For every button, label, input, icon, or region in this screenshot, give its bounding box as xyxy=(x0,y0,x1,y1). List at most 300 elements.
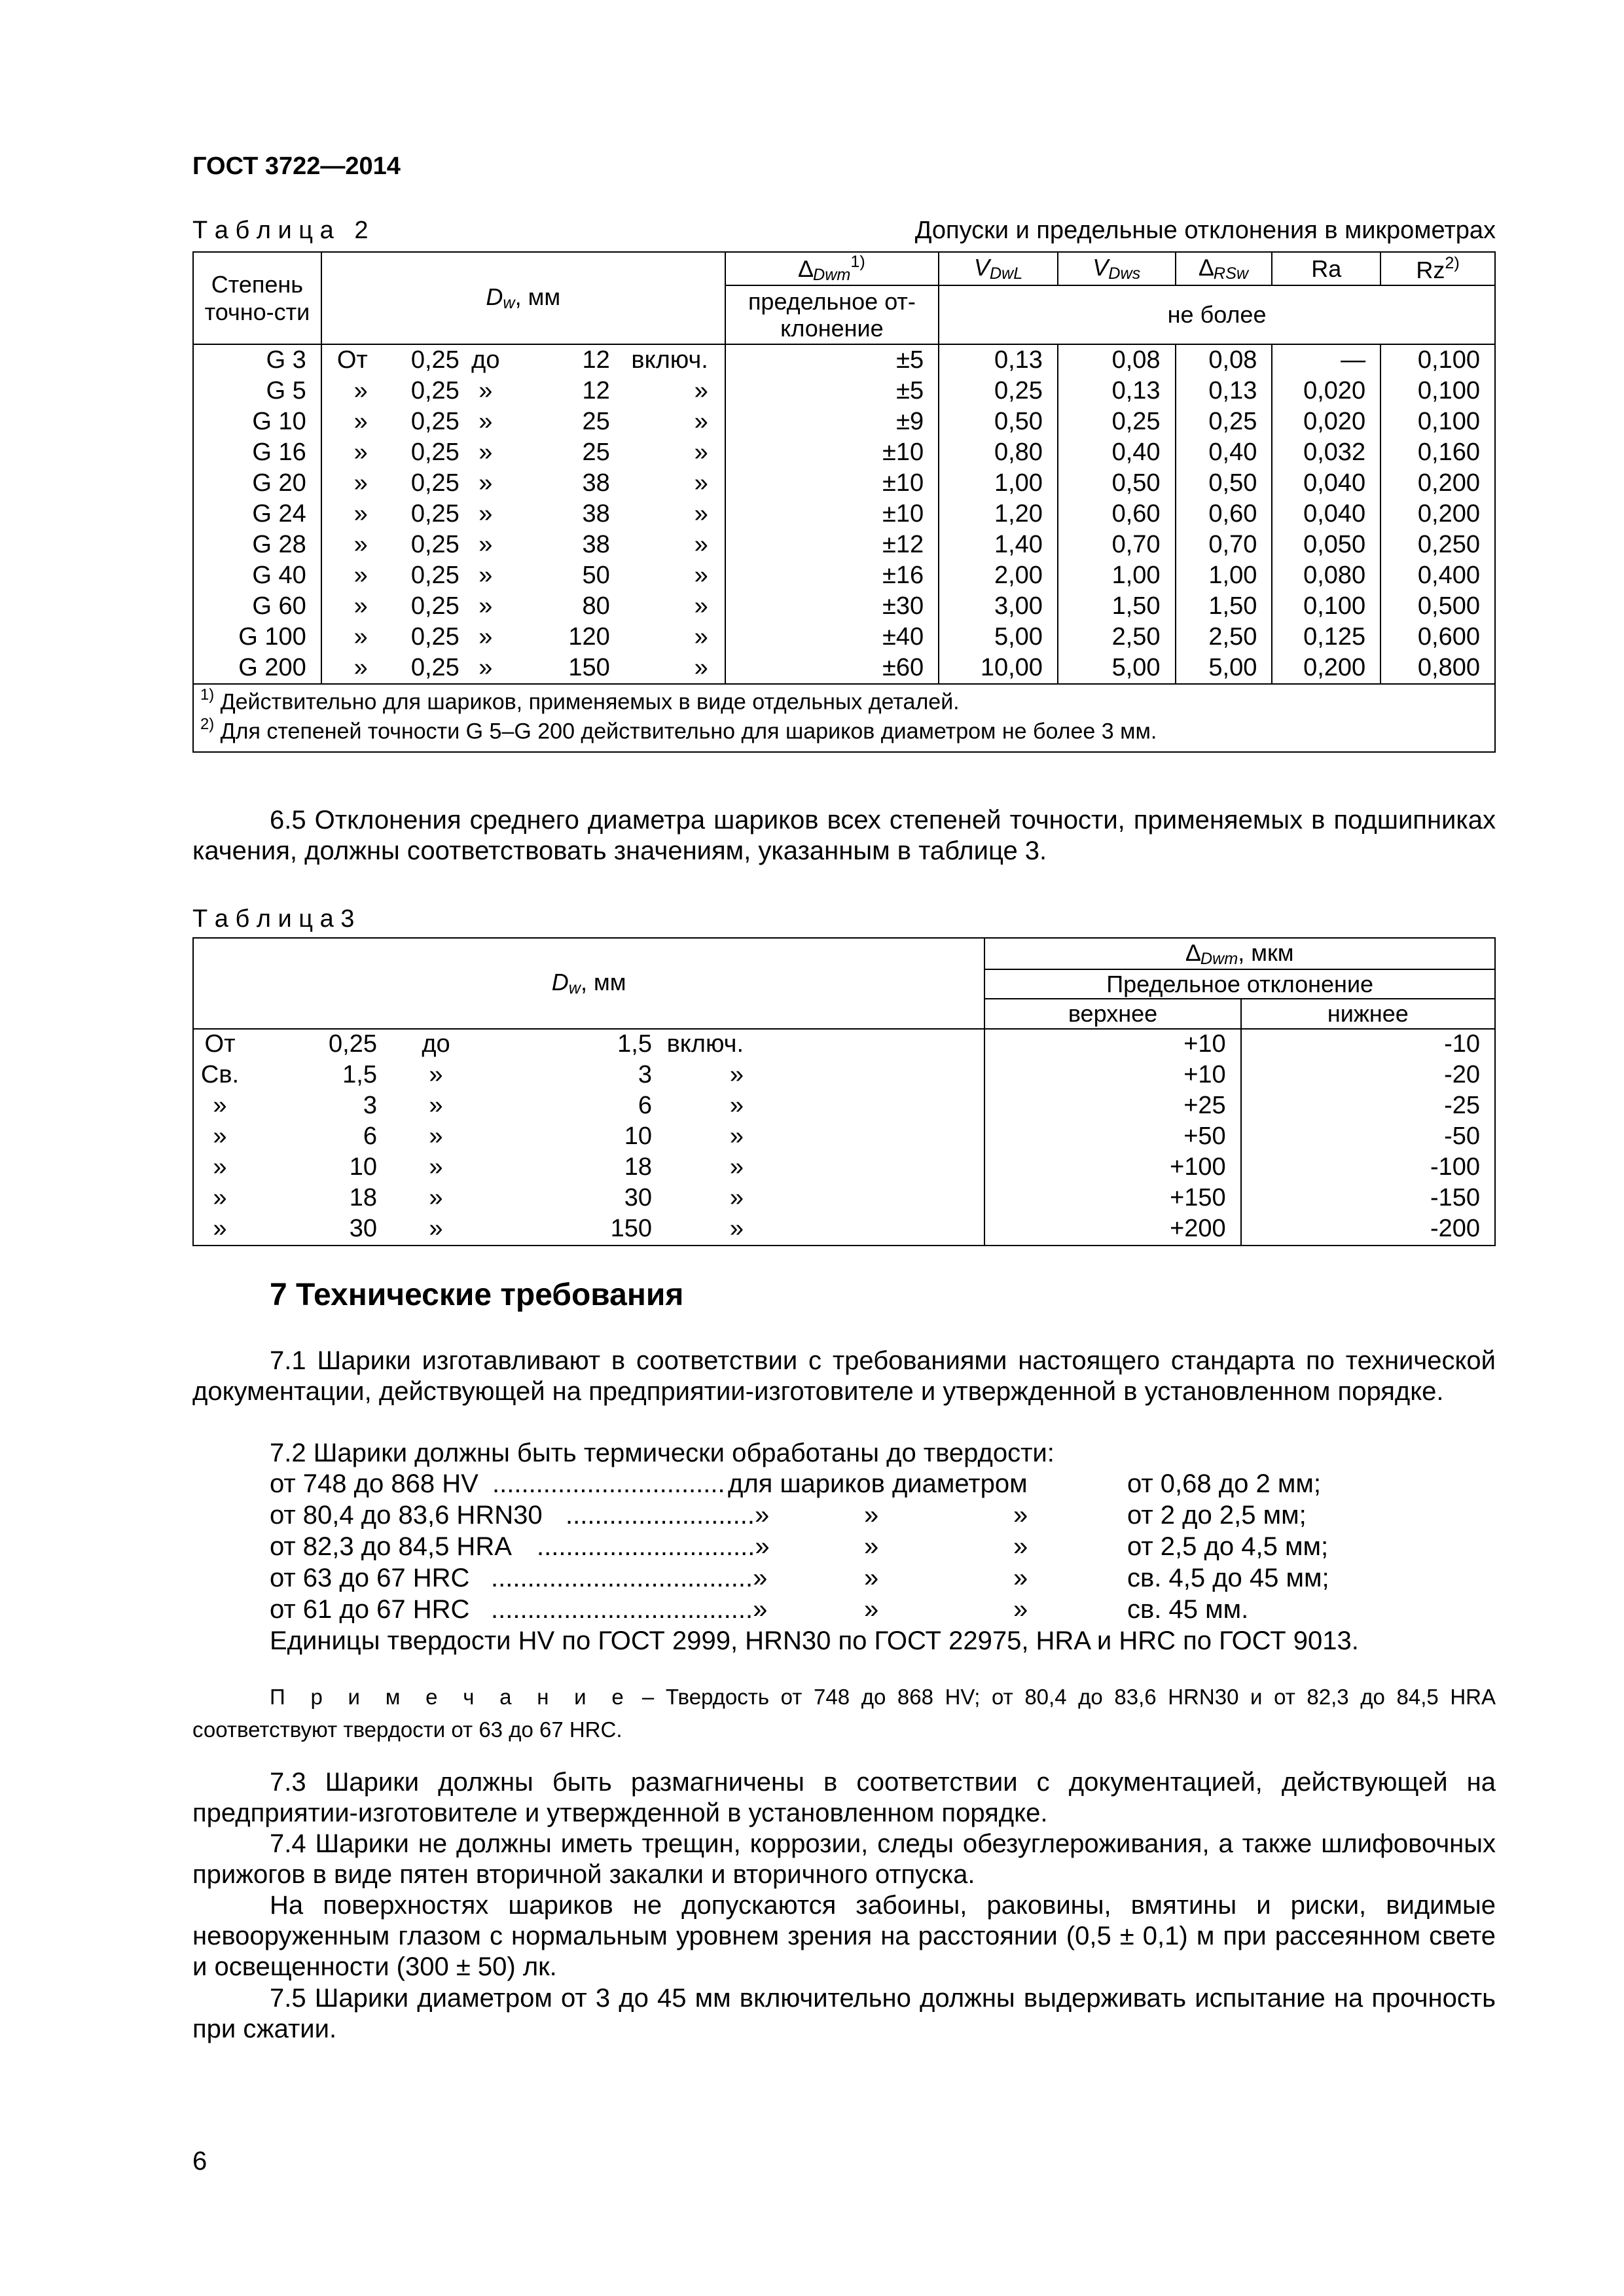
lower-cell: -50 xyxy=(1241,1122,1495,1153)
range-a: » xyxy=(213,1153,227,1181)
vdwl-cell: 0,25 xyxy=(939,376,1058,406)
range-from: От xyxy=(336,346,368,374)
paragraph-7-2: 7.2 Шарики должны быть термически обработаны до твердости: xyxy=(270,1439,1055,1467)
ra-cell: 0,032 xyxy=(1272,437,1380,468)
dw-range-cell xyxy=(193,1183,984,1214)
hardness-for: для шариков диаметром xyxy=(728,1469,1028,1498)
range-a: Св. xyxy=(200,1061,240,1089)
paragraph-7-5: 7.5 Шарики диаметром от 3 до 45 мм включительно должны выдерживать испытание на прочность при сжатии. xyxy=(192,1984,1496,2043)
range-d: 18 xyxy=(624,1153,652,1181)
ra-cell: 0,020 xyxy=(1272,406,1380,437)
dev-sub: Dwm xyxy=(1200,950,1238,969)
upper-cell: +100 xyxy=(984,1153,1240,1183)
footnote-mark: 1) xyxy=(200,686,215,704)
range-d2: 25 xyxy=(582,407,610,435)
rz-cell: 0,200 xyxy=(1380,499,1495,529)
rz-cell: 0,100 xyxy=(1380,376,1495,406)
range-d2: 25 xyxy=(582,438,610,466)
range-incl: » xyxy=(694,530,708,558)
note-label: П р и м е ч а н и е xyxy=(270,1685,631,1709)
hardness-diameter: от 2,5 до 4,5 мм; xyxy=(1127,1532,1329,1561)
vdws-cell: 1,00 xyxy=(1058,560,1176,591)
range-from: » xyxy=(353,622,368,651)
table-row xyxy=(193,560,1495,591)
range-b: 1,5 xyxy=(342,1061,377,1089)
paragraph-7-4: 7.4 Шарики не должны иметь трещин, коррозии, следы обезуглероживания, а также шлифовочных прижогов в виде пятен вторичной закалки и вторичного отпуска. xyxy=(192,1829,1496,1889)
dev-cell: ±16 xyxy=(725,560,939,591)
dw-range-cell xyxy=(193,1122,984,1153)
header-dev-text: предельное от-клонение xyxy=(725,285,939,344)
footnote-text: Для степеней точности G 5–G 200 действительно для шариков диаметром не более 3 мм. xyxy=(220,719,1157,744)
upper-cell: +10 xyxy=(984,1060,1240,1091)
ra-cell: 0,040 xyxy=(1272,499,1380,529)
range-d1: 0,25 xyxy=(410,653,460,681)
range-d: 30 xyxy=(624,1184,652,1212)
range-e: » xyxy=(729,1153,744,1181)
vdwl-cell: 1,40 xyxy=(939,529,1058,560)
dw-sub: w xyxy=(503,294,515,313)
dev-cell: ±5 xyxy=(725,376,939,406)
paragraph-7-4b: На поверхностях шариков не допускаются забоины, раковины, вмятины и риски, видимые невооруженным глазом с нормальным уровнем зрения на расстоянии (0,5 ± 0,1) м при рассеянном свете и освещенности (300 ± 50) лк. xyxy=(192,1891,1496,1981)
range-d1: 0,25 xyxy=(410,499,460,528)
table-row xyxy=(193,1091,1495,1122)
range-d2: 12 xyxy=(582,346,610,374)
range-from: » xyxy=(353,438,368,466)
table-row xyxy=(193,1060,1495,1091)
dev-sub: Dwm xyxy=(813,266,851,285)
drsw-cell: 0,60 xyxy=(1176,499,1272,529)
table-row xyxy=(193,591,1495,622)
dw-range-cell xyxy=(321,529,725,560)
range-incl: » xyxy=(694,653,708,681)
range-d2: 120 xyxy=(568,622,610,651)
vdws-cell: 0,70 xyxy=(1058,529,1176,560)
degree-cell: G 20 xyxy=(193,468,321,499)
header-vdwl xyxy=(939,252,1058,285)
range-incl: » xyxy=(694,592,708,620)
range-d: 6 xyxy=(638,1092,652,1120)
range-b: 18 xyxy=(349,1184,377,1212)
range-d2: 12 xyxy=(582,376,610,404)
header-dw: $D_w$, мм xyxy=(193,938,984,1029)
section-heading: 7 Технические требования xyxy=(270,1278,684,1312)
rz-cell: 0,500 xyxy=(1380,591,1495,622)
range-e: включ. xyxy=(666,1030,744,1058)
ra-cell: 0,100 xyxy=(1272,591,1380,622)
ra-cell: 0,040 xyxy=(1272,468,1380,499)
table-row xyxy=(193,406,1495,437)
table-row xyxy=(193,468,1495,499)
range-a: От xyxy=(204,1030,236,1058)
degree-cell: G 5 xyxy=(193,376,321,406)
table-row xyxy=(193,1183,1495,1214)
drsw-cell: 0,08 xyxy=(1176,344,1272,376)
range-to: » xyxy=(478,653,493,681)
table-row xyxy=(193,376,1495,406)
hardness-ditto-2: » xyxy=(1013,1564,1028,1592)
drsw-symbol: ∆ xyxy=(1199,254,1214,281)
dev-unit: мкм xyxy=(1251,939,1294,966)
dev-cell: ±10 xyxy=(725,499,939,529)
page-number: 6 xyxy=(192,2147,208,2176)
range-d2: 38 xyxy=(582,469,610,497)
hardness-dots: ..........................» xyxy=(566,1501,770,1530)
hardness-range: от 63 до 67 HRC xyxy=(270,1564,470,1592)
range-d1: 0,25 xyxy=(410,407,460,435)
drsw-cell: 0,50 xyxy=(1176,468,1272,499)
range-from: » xyxy=(353,653,368,681)
range-incl: » xyxy=(694,622,708,651)
table2-footnotes xyxy=(193,684,1495,752)
vdws-cell: 0,25 xyxy=(1058,406,1176,437)
upper-cell: +200 xyxy=(984,1214,1240,1246)
hardness-dots: ................................ xyxy=(492,1469,725,1498)
hardness-dots: ....................................» xyxy=(491,1564,768,1592)
range-to: » xyxy=(478,469,493,497)
dw-symbol: D xyxy=(486,283,503,311)
drsw-cell: 2,50 xyxy=(1176,622,1272,653)
drsw-cell: 0,40 xyxy=(1176,437,1272,468)
vdws-cell: 0,50 xyxy=(1058,468,1176,499)
upper-cell: +10 xyxy=(984,1029,1240,1060)
rz-cell: 0,250 xyxy=(1380,529,1495,560)
ra-cell: 0,125 xyxy=(1272,622,1380,653)
header-dev: $\Delta_{Dwm}$, мкм xyxy=(984,938,1495,969)
vdws-cell: 0,13 xyxy=(1058,376,1176,406)
table-row xyxy=(193,344,1495,376)
range-d1: 0,25 xyxy=(410,592,460,620)
range-d1: 0,25 xyxy=(410,530,460,558)
rz-cell: 0,800 xyxy=(1380,653,1495,684)
hardness-range: от 80,4 до 83,6 HRN30 xyxy=(270,1501,543,1530)
range-e: » xyxy=(729,1215,744,1243)
range-to: » xyxy=(478,499,493,528)
dw-range-cell xyxy=(193,1060,984,1091)
range-to: » xyxy=(478,561,493,589)
range-a: » xyxy=(213,1122,227,1151)
range-d: 3 xyxy=(638,1061,652,1089)
range-c: » xyxy=(429,1092,443,1120)
header-ra: Ra xyxy=(1272,252,1380,285)
header-vdws xyxy=(1058,252,1176,285)
vdws-sub: Dws xyxy=(1108,264,1141,283)
range-d1: 0,25 xyxy=(410,438,460,466)
vdws-cell: 0,08 xyxy=(1058,344,1176,376)
upper-cell: +150 xyxy=(984,1183,1240,1214)
dw-range-cell xyxy=(321,622,725,653)
range-a: » xyxy=(213,1215,227,1243)
table-row xyxy=(193,1029,1495,1060)
range-from: » xyxy=(353,561,368,589)
vdwl-cell: 10,00 xyxy=(939,653,1058,684)
rz-cell: 0,200 xyxy=(1380,468,1495,499)
range-c: » xyxy=(429,1061,443,1089)
range-from: » xyxy=(353,407,368,435)
vdwl-cell: 0,50 xyxy=(939,406,1058,437)
dw-range-cell xyxy=(321,437,725,468)
dev-cell: ±9 xyxy=(725,406,939,437)
range-to: » xyxy=(478,376,493,404)
header-dev xyxy=(725,252,939,285)
hardness-diameter: от 0,68 до 2 мм; xyxy=(1127,1469,1321,1498)
header-upper: верхнее xyxy=(984,999,1240,1028)
range-d2: 150 xyxy=(568,653,610,681)
table-row xyxy=(193,653,1495,684)
range-c: » xyxy=(429,1215,443,1243)
table-row xyxy=(193,1122,1495,1153)
table-row xyxy=(193,1153,1495,1183)
range-b: 3 xyxy=(363,1092,377,1120)
lower-cell: -150 xyxy=(1241,1183,1495,1214)
paragraph-7-1: 7.1 Шарики изготавливают в соответствии с требованиями настоящего стандарта по технической документации, действующей на предприятии-изготовителе и утвержденной в установленном порядке. xyxy=(192,1346,1496,1406)
ra-cell: 0,020 xyxy=(1272,376,1380,406)
range-c: » xyxy=(429,1184,443,1212)
range-d1: 0,25 xyxy=(410,622,460,651)
range-b: 0,25 xyxy=(329,1030,377,1058)
degree-cell: G 24 xyxy=(193,499,321,529)
dw-range-cell xyxy=(193,1153,984,1183)
vdws-symbol: V xyxy=(1092,254,1109,281)
dev-cell: ±5 xyxy=(725,344,939,376)
vdwl-sub: DwL xyxy=(989,264,1023,283)
range-e: » xyxy=(729,1184,744,1212)
dw-range-cell xyxy=(321,344,725,376)
range-e: » xyxy=(729,1122,744,1151)
footnote-mark: 2) xyxy=(200,715,215,734)
degree-cell: G 16 xyxy=(193,437,321,468)
ra-cell: 0,200 xyxy=(1272,653,1380,684)
range-d: 1,5 xyxy=(617,1030,652,1058)
hardness-diameter: от 2 до 2,5 мм; xyxy=(1127,1501,1307,1530)
tolerance-table xyxy=(192,251,1496,753)
dw-sub: w xyxy=(568,979,581,998)
dw-range-cell xyxy=(321,406,725,437)
range-to: до xyxy=(471,346,500,374)
header-no-more: не более xyxy=(939,285,1495,344)
range-incl: » xyxy=(694,561,708,589)
hardness-ditto-1: » xyxy=(864,1532,879,1561)
range-incl: » xyxy=(694,407,708,435)
header-dw: $D_w$, мм xyxy=(321,252,725,344)
drsw-cell: 0,25 xyxy=(1176,406,1272,437)
range-c: » xyxy=(429,1122,443,1151)
range-from: » xyxy=(353,469,368,497)
range-to: » xyxy=(478,438,493,466)
vdws-cell: 5,00 xyxy=(1058,653,1176,684)
hardness-ditto-2: » xyxy=(1013,1595,1028,1624)
note-text: – Твердость от 748 до 868 HV; от 80,4 до 83,6 HRN30 и от 82,3 до 84,5 HRA соответствуют твердости от 63 до 67 HRC. xyxy=(192,1685,1496,1742)
vdwl-cell: 0,80 xyxy=(939,437,1058,468)
range-to: » xyxy=(478,592,493,620)
dw-range-cell xyxy=(321,468,725,499)
range-from: » xyxy=(353,376,368,404)
hardness-range: от 748 до 868 HV xyxy=(270,1469,478,1498)
range-d: 150 xyxy=(610,1215,652,1243)
vdws-cell: 0,40 xyxy=(1058,437,1176,468)
header-rz xyxy=(1380,252,1495,285)
range-b: 6 xyxy=(363,1122,377,1151)
range-a: » xyxy=(213,1184,227,1212)
hardness-diameter: св. 45 мм. xyxy=(1127,1595,1249,1624)
range-b: 30 xyxy=(349,1215,377,1243)
range-c: » xyxy=(429,1153,443,1181)
dw-range-cell xyxy=(193,1029,984,1060)
degree-cell: G 3 xyxy=(193,344,321,376)
hardness-dots: ....................................» xyxy=(491,1595,768,1624)
table2-label: Т а б л и ц а 2 xyxy=(192,217,369,244)
range-d2: 38 xyxy=(582,499,610,528)
dw-symbol: D xyxy=(551,969,569,996)
header-drsw xyxy=(1176,252,1272,285)
hardness-diameter: св. 4,5 до 45 мм; xyxy=(1127,1564,1329,1592)
dev-cell: ±10 xyxy=(725,468,939,499)
dw-range-cell xyxy=(321,653,725,684)
vdws-cell: 0,60 xyxy=(1058,499,1176,529)
dw-unit: мм xyxy=(528,283,561,311)
hardness-range: от 61 до 67 HRC xyxy=(270,1595,470,1624)
table-row xyxy=(193,1214,1495,1246)
mean-diameter-table xyxy=(192,937,1496,1246)
range-a: » xyxy=(213,1092,227,1120)
table3-label: Т а б л и ц а 3 xyxy=(192,905,355,933)
header-limit: Предельное отклонение xyxy=(984,969,1495,999)
lower-cell: -10 xyxy=(1241,1029,1495,1060)
range-d1: 0,25 xyxy=(410,376,460,404)
degree-cell: G 10 xyxy=(193,406,321,437)
dw-range-cell xyxy=(193,1214,984,1246)
drsw-cell: 0,70 xyxy=(1176,529,1272,560)
vdws-cell: 2,50 xyxy=(1058,622,1176,653)
footnote-2 xyxy=(200,715,1488,745)
paragraph-7-3: 7.3 Шарики должны быть размагничены в соответствии с документацией, действующей на предприятии-изготовителе и утвержденной в установленном порядке. xyxy=(192,1768,1496,1827)
upper-cell: +50 xyxy=(984,1122,1240,1153)
range-d: 10 xyxy=(624,1122,652,1151)
dw-unit: мм xyxy=(594,969,626,996)
range-d2: 80 xyxy=(582,592,610,620)
range-d1: 0,25 xyxy=(410,346,460,374)
range-to: » xyxy=(478,407,493,435)
table2-units-caption: Допуски и предельные отклонения в микрометрах xyxy=(914,217,1496,244)
note xyxy=(192,1681,1496,1746)
lower-cell: -100 xyxy=(1241,1153,1495,1183)
hardness-range: от 82,3 до 84,5 HRA xyxy=(270,1532,512,1561)
rz-symbol: Rz xyxy=(1416,256,1445,283)
range-incl: включ. xyxy=(631,346,708,374)
range-c: до xyxy=(422,1030,450,1058)
vdwl-cell: 0,13 xyxy=(939,344,1058,376)
rz-cell: 0,600 xyxy=(1380,622,1495,653)
table-row xyxy=(193,622,1495,653)
hardness-ditto-1: » xyxy=(864,1595,879,1624)
dev-cell: ±40 xyxy=(725,622,939,653)
rz-cell: 0,100 xyxy=(1380,406,1495,437)
hardness-dots: ..............................» xyxy=(537,1532,770,1561)
vdwl-symbol: V xyxy=(973,254,990,281)
range-d1: 0,25 xyxy=(410,469,460,497)
ra-cell: 0,050 xyxy=(1272,529,1380,560)
drsw-cell: 5,00 xyxy=(1176,653,1272,684)
hardness-ditto-1: » xyxy=(864,1564,879,1592)
table2-caption-row xyxy=(192,216,1496,246)
range-from: » xyxy=(353,530,368,558)
drsw-cell: 0,13 xyxy=(1176,376,1272,406)
dev-cell: ±60 xyxy=(725,653,939,684)
range-d2: 38 xyxy=(582,530,610,558)
dev-sup: 1) xyxy=(850,253,865,271)
vdwl-cell: 5,00 xyxy=(939,622,1058,653)
degree-cell: G 100 xyxy=(193,622,321,653)
range-incl: » xyxy=(694,376,708,404)
hardness-ditto-2: » xyxy=(1013,1532,1028,1561)
table3-caption-row xyxy=(192,905,1496,935)
document-header: ГОСТ 3722—2014 xyxy=(192,152,401,180)
hardness-ditto-1: » xyxy=(864,1501,879,1530)
dw-range-cell xyxy=(321,591,725,622)
lower-cell: -25 xyxy=(1241,1091,1495,1122)
vdwl-cell: 3,00 xyxy=(939,591,1058,622)
dev-cell: ±10 xyxy=(725,437,939,468)
units-line: Единицы твердости HV по ГОСТ 2999, HRN30 по ГОСТ 22975, HRA и HRC по ГОСТ 9013. xyxy=(270,1626,1359,1655)
drsw-cell: 1,00 xyxy=(1176,560,1272,591)
rz-cell: 0,400 xyxy=(1380,560,1495,591)
degree-cell: G 40 xyxy=(193,560,321,591)
paragraph-6-5: 6.5 Отклонения среднего диаметра шариков всех степеней точности, применяемых в подшипниках качения, должны соответствовать значениям, указанным в таблице 3. xyxy=(192,806,1496,865)
rz-cell: 0,100 xyxy=(1380,344,1495,376)
range-incl: » xyxy=(694,438,708,466)
delta-symbol: ∆ xyxy=(1185,939,1200,966)
hardness-ditto-2: » xyxy=(1013,1501,1028,1530)
range-incl: » xyxy=(694,499,708,528)
range-from: » xyxy=(353,592,368,620)
lower-cell: -200 xyxy=(1241,1214,1495,1246)
vdwl-cell: 1,20 xyxy=(939,499,1058,529)
header-degree: Степень точно-сти xyxy=(193,252,321,344)
degree-cell: G 200 xyxy=(193,653,321,684)
header-lower: нижнее xyxy=(1241,999,1495,1028)
ra-cell: 0,080 xyxy=(1272,560,1380,591)
range-e: » xyxy=(729,1092,744,1120)
rz-cell: 0,160 xyxy=(1380,437,1495,468)
delta-symbol: ∆ xyxy=(799,255,814,283)
dev-cell: ±30 xyxy=(725,591,939,622)
table-row xyxy=(193,437,1495,468)
footnote-1 xyxy=(200,686,1488,715)
ra-cell: — xyxy=(1272,344,1380,376)
degree-cell: G 60 xyxy=(193,591,321,622)
table-row xyxy=(193,499,1495,529)
dw-range-cell xyxy=(321,560,725,591)
dw-range-cell xyxy=(193,1091,984,1122)
range-d1: 0,25 xyxy=(410,561,460,589)
table-row xyxy=(193,529,1495,560)
dw-range-cell xyxy=(321,499,725,529)
footnote-text: Действительно для шариков, применяемых в виде отдельных деталей. xyxy=(220,689,960,715)
dw-range-cell xyxy=(321,376,725,406)
drsw-sub: RSw xyxy=(1213,264,1249,283)
range-to: » xyxy=(478,622,493,651)
range-incl: » xyxy=(694,469,708,497)
degree-cell: G 28 xyxy=(193,529,321,560)
lower-cell: -20 xyxy=(1241,1060,1495,1091)
vdwl-cell: 2,00 xyxy=(939,560,1058,591)
range-d2: 50 xyxy=(582,561,610,589)
upper-cell: +25 xyxy=(984,1091,1240,1122)
vdwl-cell: 1,00 xyxy=(939,468,1058,499)
drsw-cell: 1,50 xyxy=(1176,591,1272,622)
range-e: » xyxy=(729,1061,744,1089)
range-from: » xyxy=(353,499,368,528)
range-to: » xyxy=(478,530,493,558)
